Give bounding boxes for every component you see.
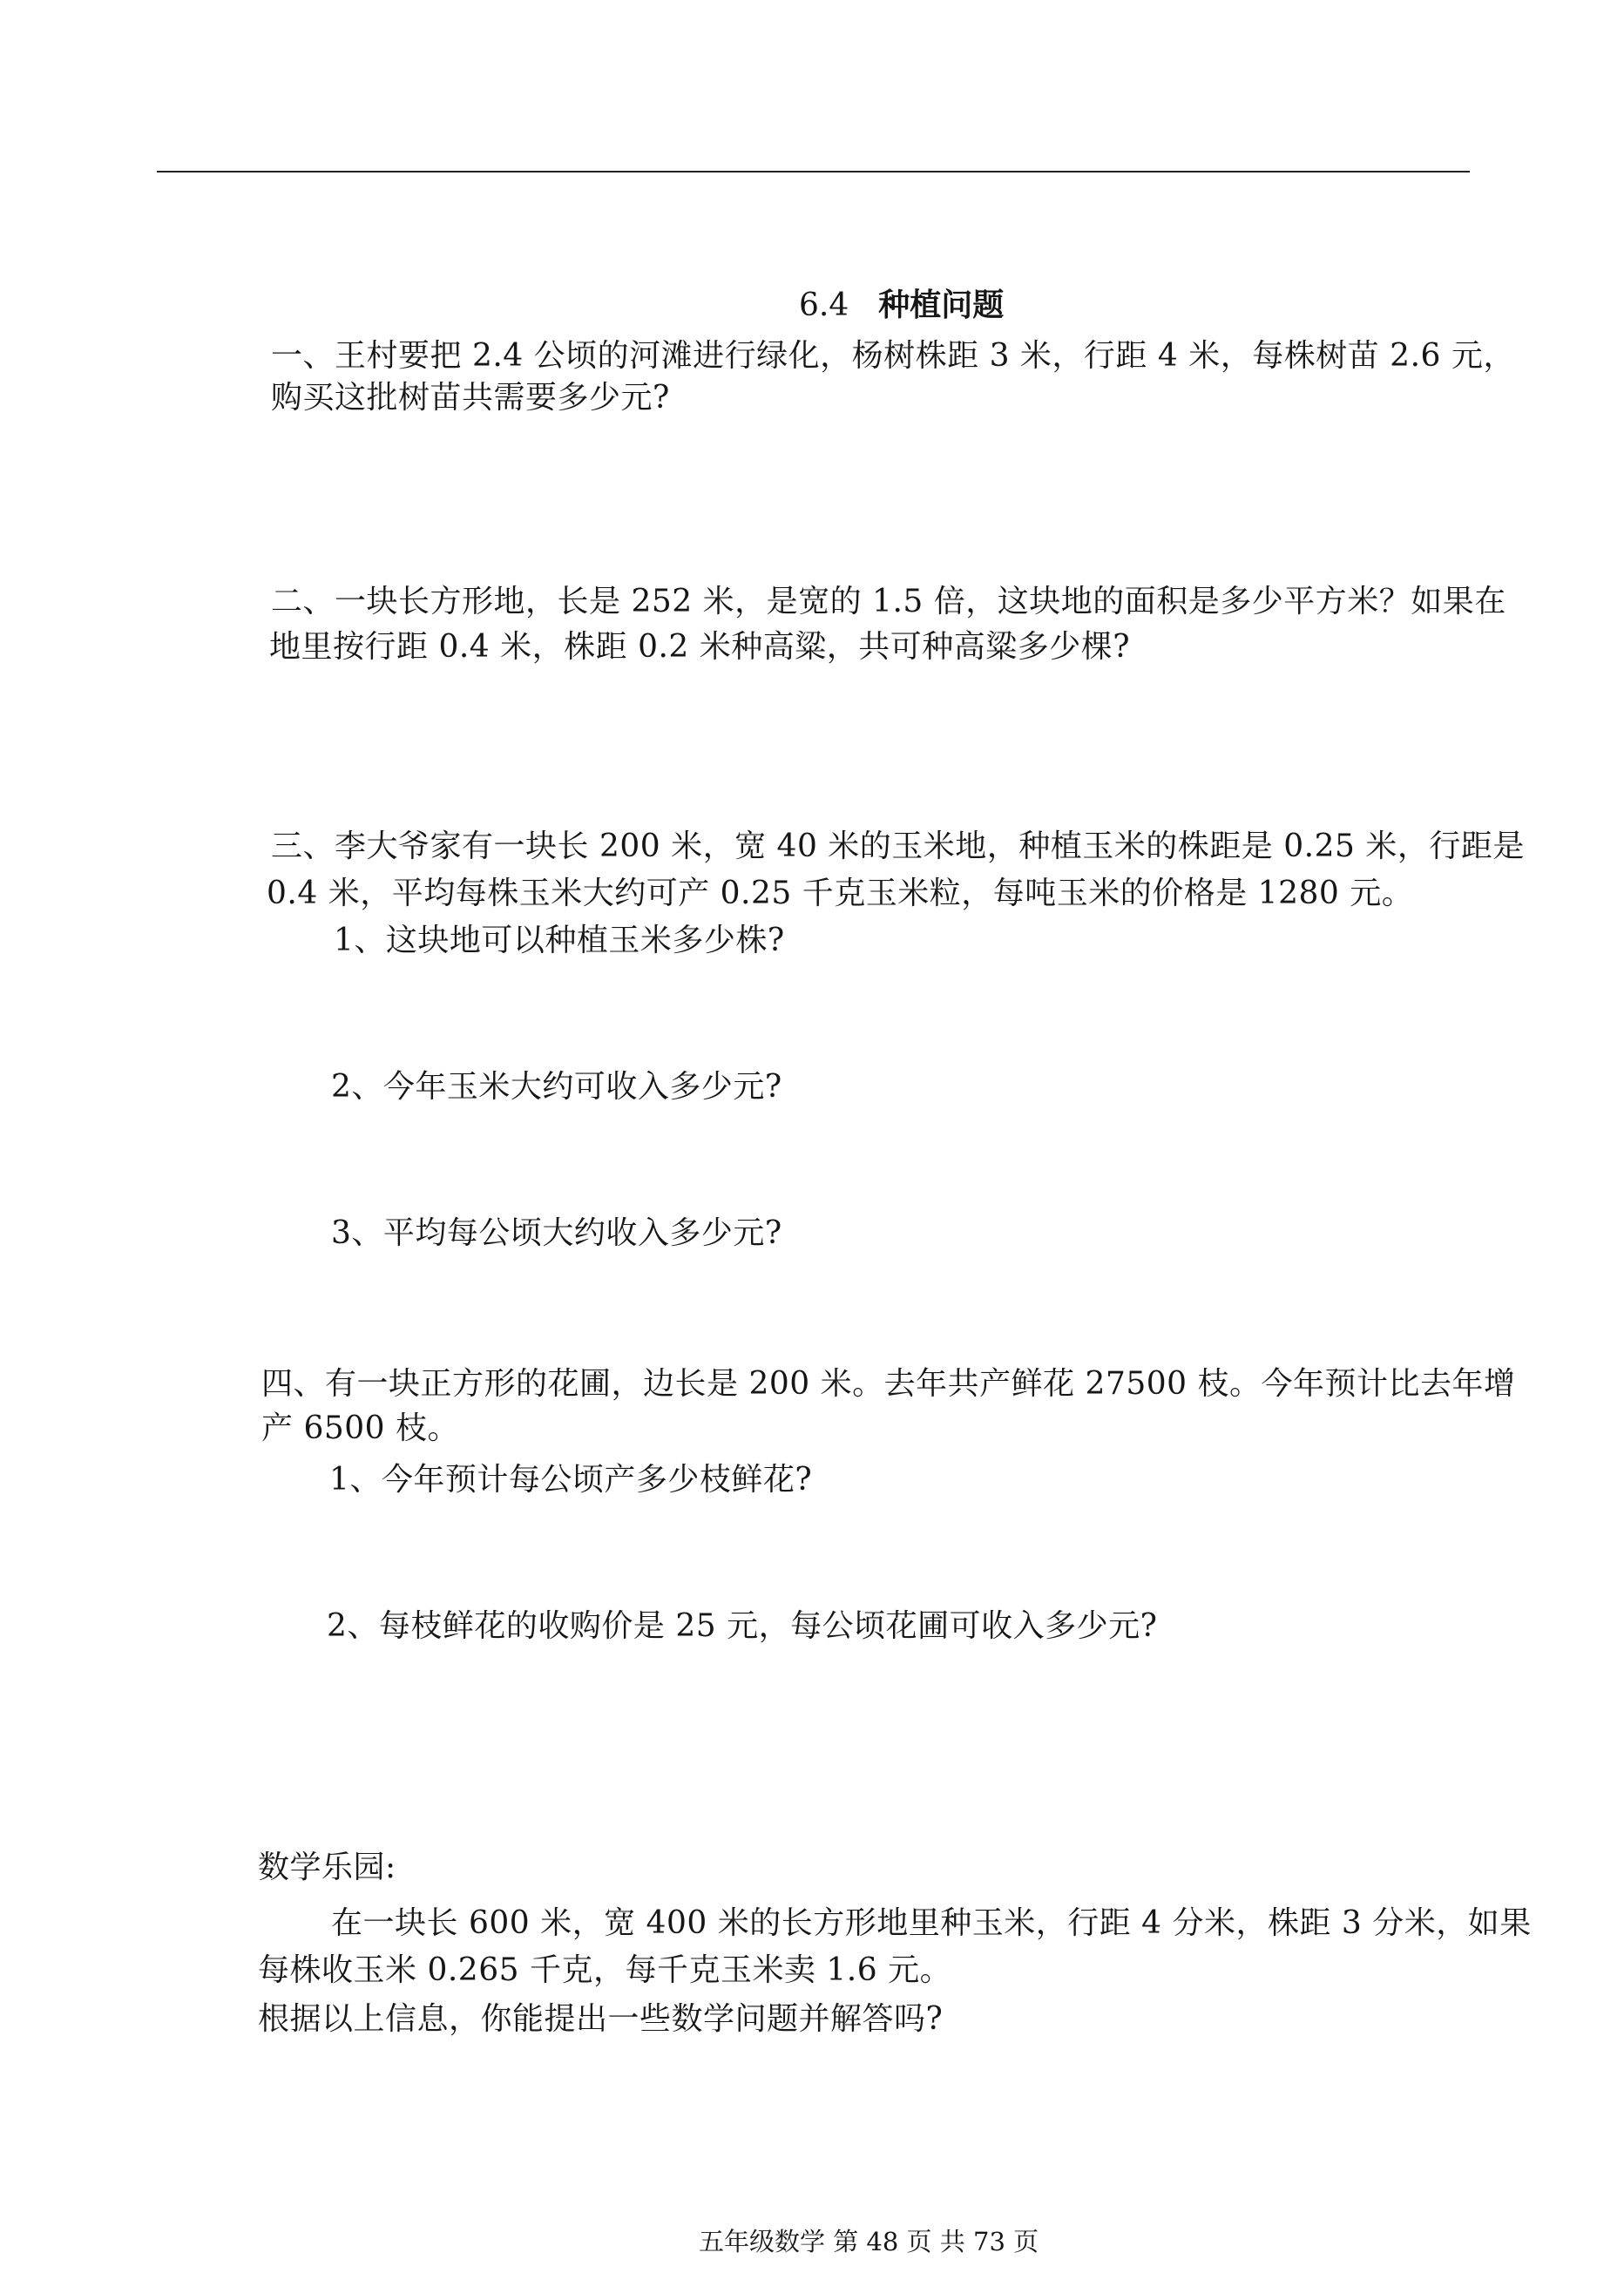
page-footer: 五年级数学 第 48 页 共 73 页 (699, 2227, 1039, 2256)
question-2-line-2: 地里按行距 0.4 米，株距 0.2 米种高粱，共可种高粱多少棵? (269, 629, 1131, 665)
question-4-line-1: 四、有一块正方形的花圃，边长是 200 米。去年共产鲜花 27500 枝。今年预计比去年增 (261, 1366, 1516, 1402)
header-rule (157, 171, 1470, 172)
question-4-sub-1: 1、今年预计每公顷产多少枝鲜花? (329, 1462, 813, 1498)
section-title: 种植问题 (878, 287, 1005, 323)
math-garden-line-2: 每株收玉米 0.265 千克，每千克玉米卖 1.6 元。 (258, 1952, 952, 1988)
question-3-sub-3: 3、平均每公顷大约收入多少元? (331, 1215, 782, 1251)
section-heading (799, 289, 1004, 321)
question-3-sub-2: 2、今年玉米大约可收入多少元? (331, 1069, 782, 1105)
math-garden-line-3: 根据以上信息，你能提出一些数学问题并解答吗? (258, 2001, 944, 2037)
section-number: 6.4 (799, 287, 849, 323)
question-1-line-1: 一、王村要把 2.4 公顷的河滩进行绿化，杨树株距 3 米，行距 4 米，每株树苗 2.6 元， (271, 338, 1515, 374)
question-4-sub-2: 2、每枝鲜花的收购价是 25 元，每公顷花圃可收入多少元? (327, 1608, 1158, 1644)
question-1-line-2: 购买这批树苗共需要多少元? (271, 380, 670, 416)
question-3-sub-1: 1、这块地可以种植玉米多少株? (334, 923, 785, 958)
question-3-line-2: 0.4 米，平均每株玉米大约可产 0.25 千克玉米粒，每吨玉米的价格是 1280 元。 (267, 876, 1414, 911)
math-garden-heading: 数学乐园: (258, 1850, 396, 1885)
question-4-line-2: 产 6500 枝。 (261, 1410, 460, 1446)
question-2-line-1: 二、一块长方形地，长是 252 米，是宽的 1.5 倍，这块地的面积是多少平方米？如果在 (271, 584, 1506, 619)
math-garden-line-1: 在一块长 600 米，宽 400 米的长方形地里种玉米，行距 4 分米，株距 3 分米，如果 (331, 1905, 1532, 1941)
question-3-line-1: 三、李大爷家有一块长 200 米，宽 40 米的玉米地，种植玉米的株距是 0.25 米，行距是 (271, 829, 1525, 864)
